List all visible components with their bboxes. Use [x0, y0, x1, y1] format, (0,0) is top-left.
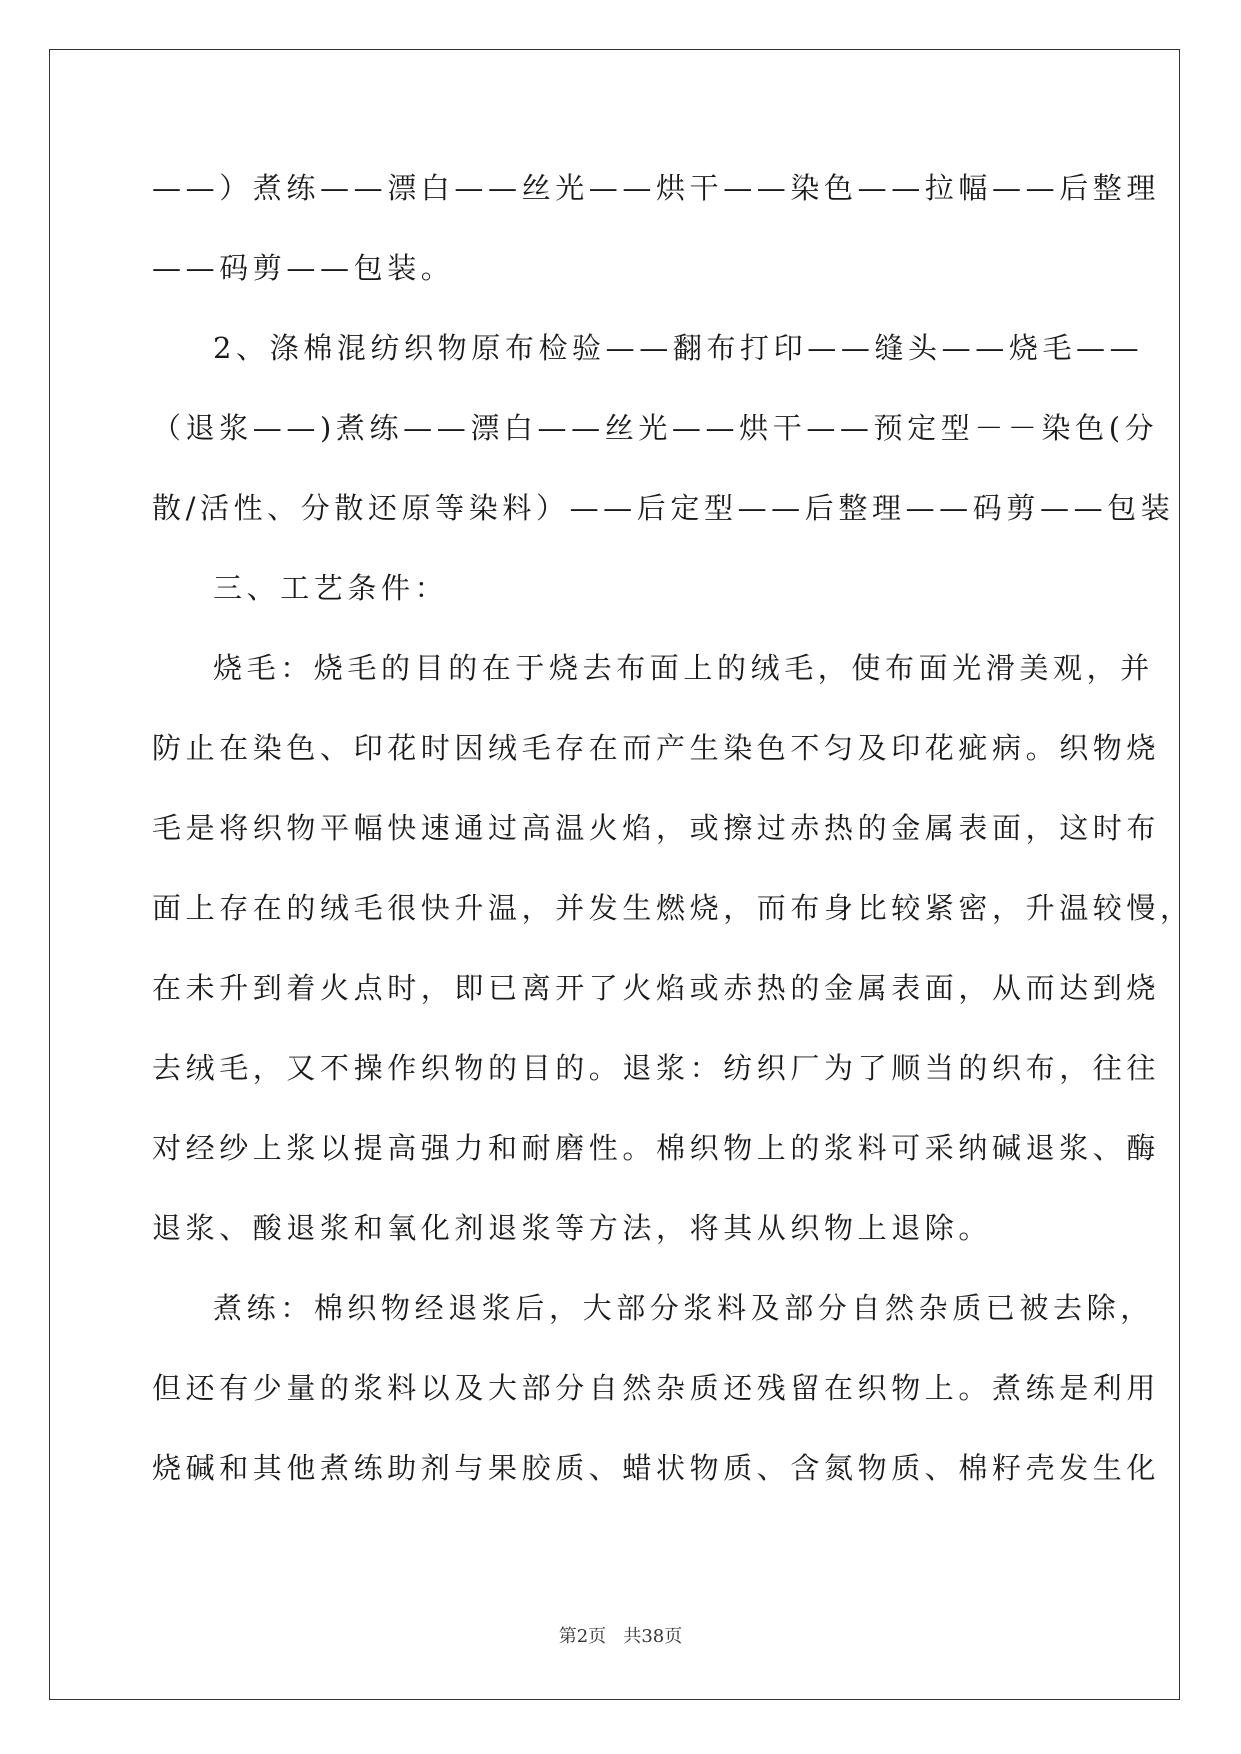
- section-heading: 三、工艺条件：: [213, 571, 449, 605]
- text-line-9: 毛是将织物平幅快速通过高温火焰，或擦过赤热的金属表面，这时布: [152, 811, 1161, 845]
- text-line-7: 烧毛：烧毛的目的在于烧去布面上的绒毛，使布面光滑美观，并: [213, 651, 1154, 685]
- text-line-10: 面上存在的绒毛很快升温，并发生燃烧，而布身比较紧密，升温较慢，: [152, 891, 1194, 925]
- text-line-4: （退浆——)煮练——漂白——丝光——烘干——预定型－－染色(分: [152, 411, 1159, 445]
- text-line-2: ——码剪——包装。: [152, 251, 455, 285]
- text-line-5: 散/活性、分散还原等染料）——后定型——后整理——码剪——包装: [152, 491, 1175, 525]
- document-body: [152, 160, 1194, 1520]
- page-number: 第2页: [558, 1626, 607, 1647]
- text-line-3: 2、涤棉混纺织物原布检验——翻布打印——缝头——烧毛——: [213, 331, 1144, 365]
- text-line-15: 煮练：棉织物经退浆后，大部分浆料及部分自然杂质已被去除，: [213, 1291, 1154, 1325]
- text-line-12: 去绒毛，又不操作织物的目的。退浆：纺织厂为了顺当的织布，往往: [152, 1051, 1161, 1085]
- page-footer: [0, 1622, 1241, 1648]
- text-line-16: 但还有少量的浆料以及大部分自然杂质还残留在织物上。煮练是利用: [152, 1371, 1161, 1405]
- text-line-1: ——）煮练——漂白——丝光——烘干——染色——拉幅——后整理: [152, 171, 1161, 205]
- text-line-14: 退浆、酸退浆和氧化剂退浆等方法，将其从织物上退除。: [152, 1211, 993, 1245]
- text-line-8: 防止在染色、印花时因绒毛存在而产生染色不匀及印花疵病。织物烧: [152, 731, 1161, 765]
- text-line-11: 在未升到着火点时，即已离开了火焰或赤热的金属表面，从而达到烧: [152, 971, 1161, 1005]
- page-total: 共38页: [623, 1626, 683, 1647]
- text-line-13: 对经纱上浆以提高强力和耐磨性。棉织物上的浆料可采纳碱退浆、酶: [152, 1131, 1161, 1165]
- text-line-17: 烧碱和其他煮练助剂与果胶质、蜡状物质、含氮物质、棉籽壳发生化: [152, 1451, 1161, 1485]
